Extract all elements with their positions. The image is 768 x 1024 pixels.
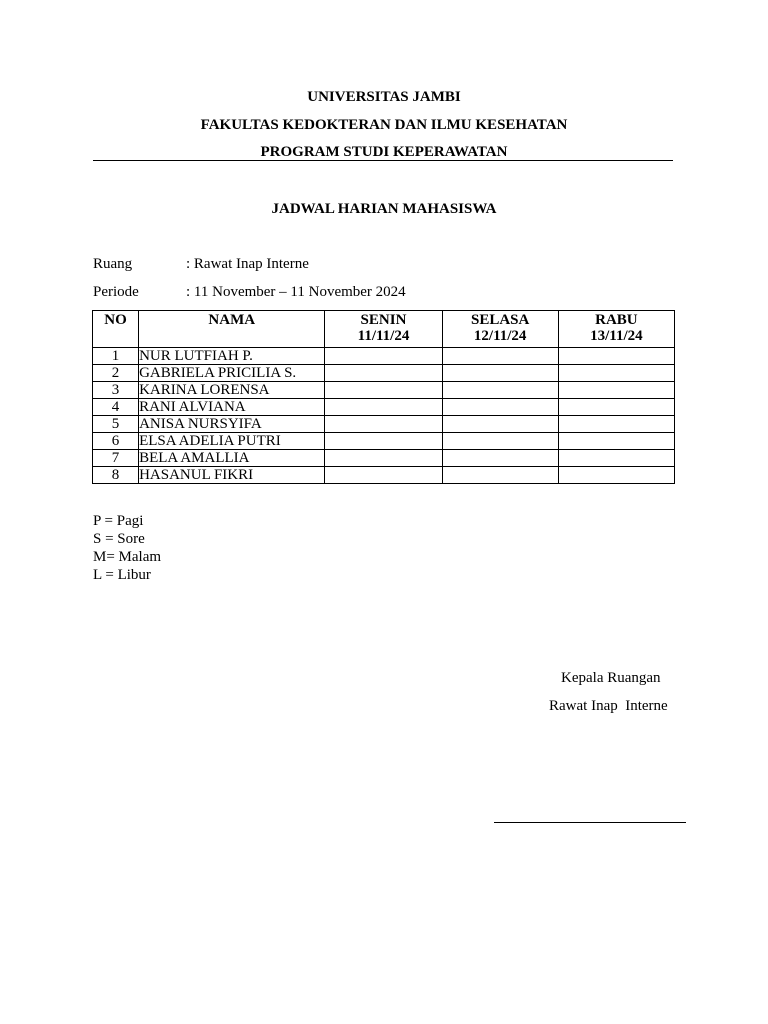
ruang-value: : Rawat Inap Interne xyxy=(186,256,309,272)
periode-label: Periode xyxy=(93,284,139,300)
student-name: ELSA ADELIA PUTRI xyxy=(139,433,325,450)
cell-rabu xyxy=(558,467,674,484)
cell-senin xyxy=(325,416,442,433)
student-name: BELA AMALLIA xyxy=(139,450,325,467)
table-row xyxy=(93,348,675,365)
cell-selasa xyxy=(442,450,558,467)
cell-senin xyxy=(325,450,442,467)
cell-senin xyxy=(325,433,442,450)
table-row xyxy=(93,433,675,450)
header-selasa: SELASA 12/11/24 xyxy=(442,311,558,348)
cell-selasa xyxy=(442,399,558,416)
document-title: JADWAL HARIAN MAHASISWA xyxy=(271,201,497,217)
signature-line xyxy=(494,822,686,823)
shift-legend xyxy=(93,512,161,584)
header-senin: SENIN 11/11/24 xyxy=(325,311,442,348)
cell-selasa xyxy=(442,348,558,365)
cell-senin xyxy=(325,467,442,484)
legend-item-pagi: P = Pagi xyxy=(93,513,144,529)
program-name: PROGRAM STUDI KEPERAWATAN xyxy=(260,144,508,160)
cell-rabu xyxy=(558,365,674,382)
header-rabu: RABU 13/11/24 xyxy=(558,311,674,348)
table-row xyxy=(93,467,675,484)
faculty-name: FAKULTAS KEDOKTERAN DAN ILMU KESEHATAN xyxy=(200,117,568,133)
student-name: ANISA NURSYIFA xyxy=(139,416,325,433)
cell-rabu xyxy=(558,450,674,467)
cell-rabu xyxy=(558,416,674,433)
header-nama: NAMA xyxy=(139,311,325,348)
periode-value: : 11 November – 11 November 2024 xyxy=(186,284,406,300)
row-number: 7 xyxy=(93,450,139,467)
university-name: UNIVERSITAS JAMBI xyxy=(307,89,461,105)
cell-rabu xyxy=(558,348,674,365)
cell-senin xyxy=(325,365,442,382)
row-number: 2 xyxy=(93,365,139,382)
row-number: 6 xyxy=(93,433,139,450)
cell-selasa xyxy=(442,365,558,382)
cell-selasa xyxy=(442,382,558,399)
header-no: NO xyxy=(93,311,139,348)
legend-item-sore: S = Sore xyxy=(93,531,145,547)
ruang-label: Ruang xyxy=(93,256,133,272)
cell-senin xyxy=(325,348,442,365)
student-name: NUR LUTFIAH P. xyxy=(139,348,325,365)
cell-rabu xyxy=(558,433,674,450)
student-name: HASANUL FIKRI xyxy=(139,467,325,484)
table-row xyxy=(93,450,675,467)
student-name: RANI ALVIANA xyxy=(139,399,325,416)
cell-selasa xyxy=(442,467,558,484)
signature-unit: Rawat Inap Interne xyxy=(549,698,668,714)
signature-title: Kepala Ruangan xyxy=(561,670,661,686)
row-number: 1 xyxy=(93,348,139,365)
cell-senin xyxy=(325,382,442,399)
table-row xyxy=(93,416,675,433)
cell-selasa xyxy=(442,433,558,450)
table-row xyxy=(93,365,675,382)
table-header-row xyxy=(93,311,675,348)
cell-rabu xyxy=(558,399,674,416)
row-number: 5 xyxy=(93,416,139,433)
student-name: GABRIELA PRICILIA S. xyxy=(139,365,325,382)
row-number: 4 xyxy=(93,399,139,416)
cell-rabu xyxy=(558,382,674,399)
table-row xyxy=(93,382,675,399)
cell-senin xyxy=(325,399,442,416)
row-number: 8 xyxy=(93,467,139,484)
legend-item-malam: M= Malam xyxy=(93,549,162,565)
legend-item-libur: L = Libur xyxy=(93,567,151,583)
table-row xyxy=(93,399,675,416)
header-divider xyxy=(93,160,673,161)
student-name: KARINA LORENSA xyxy=(139,382,325,399)
schedule-table xyxy=(92,310,675,484)
row-number: 3 xyxy=(93,382,139,399)
cell-selasa xyxy=(442,416,558,433)
